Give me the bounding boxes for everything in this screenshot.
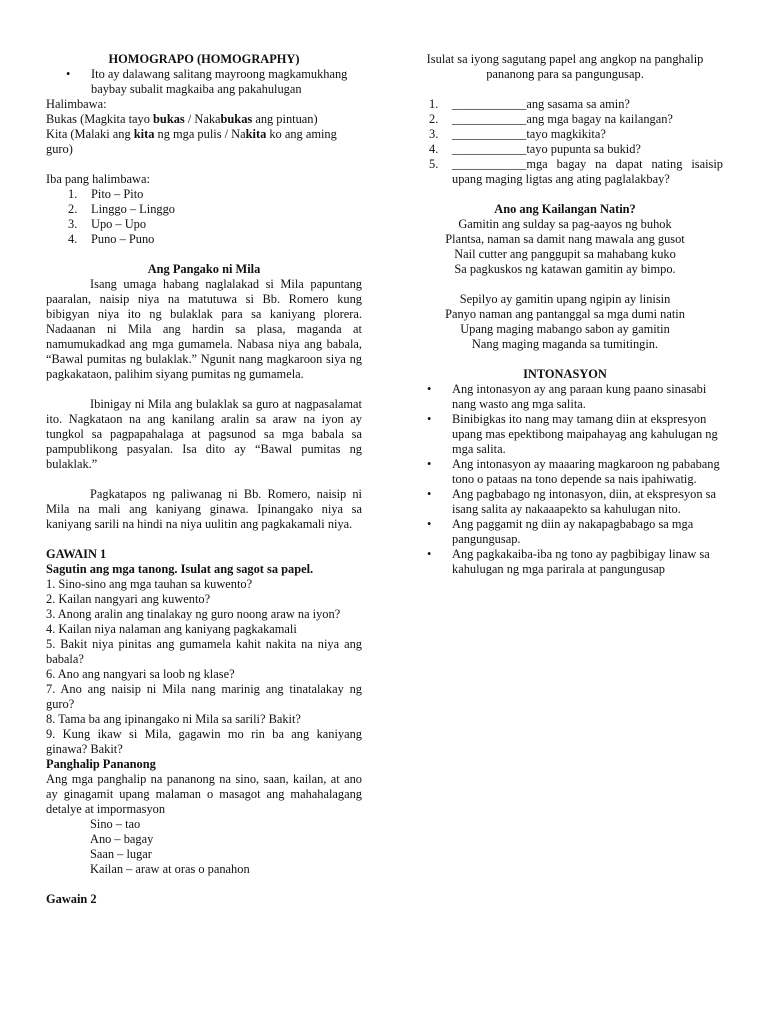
- question-list: [46, 577, 362, 757]
- gawain1-title: GAWAIN 1: [46, 547, 107, 561]
- fill-instruction: Isulat sa iyong sagutang papel ang angkop na panghalip pananong para sa pangungusap.: [426, 52, 704, 81]
- list-item: 4. Puno – Puno: [68, 232, 155, 246]
- poem-line: Sepilyo ay gamitin upang ngipin ay linisin: [459, 292, 671, 306]
- question-item: 4. Kailan niya nalaman ang kaniyang pagkakamali: [46, 622, 297, 636]
- question-item: 1. Sino-sino ang mga tauhan sa kuwento?: [46, 577, 253, 591]
- question-item: 2. Kailan nangyari ang kuwento?: [46, 592, 211, 606]
- question-item: 6. Ano ang nangyari sa loob ng klase?: [46, 667, 235, 681]
- intonasyon-item: • Binibigkas ito nang may tamang diin at ekspresyon upang mas epektibong maipahayag ang kahulugan ng mga salita.: [407, 412, 723, 457]
- iba-label: Iba pang halimbawa:: [46, 172, 150, 186]
- halimbawa-label: Halimbawa:: [46, 97, 107, 111]
- fill-item: 5. ____________mga bagay na dapat nating isaisip upang maging ligtas ang ating paglalakbay?: [429, 157, 723, 186]
- poem-line: Nang maging maganda sa tumitingin.: [471, 337, 659, 351]
- homograpo-title: HOMOGRAPO (HOMOGRAPHY): [108, 52, 300, 66]
- example-kita: Kita (Malaki ang kita ng mga pulis / Nakita ko ang aming guro): [46, 127, 337, 156]
- fill-item: 4. ____________tayo pupunta sa bukid?: [429, 142, 641, 156]
- panghalip-text: Ang mga panghalip na pananong na sino, saan, kailan, at ano ay ginagamit upang malaman o masagot ang mahahalagang detalye at impormasyon: [46, 772, 362, 816]
- intonasyon-item: • Ang pagbabago ng intonasyon, diin, at ekspresyon sa isang salita ay nakaaapekto sa kahulugan nito.: [407, 487, 723, 517]
- list-item: 1. Pito – Pito: [68, 187, 144, 201]
- story-paragraph-2: Ibinigay ni Mila ang bulaklak sa guro at nagpasalamat ito. Nagkataon na ang kanilang aralin sa araw na iyon ay tungkol sa pagpapahalaga at pagsunod sa mga babala sa pampublikong pasyalan. Isa dito ay “Bawal pumitas ng bulaklak.”: [46, 397, 362, 471]
- question-item: 5. Bakit niya pinitas ang gumamela kahit nakita na niya ang babala?: [46, 637, 362, 666]
- intonasyon-list: [407, 382, 723, 577]
- intonasyon-item: • Ang intonasyon ay maaaring magkaroon ng pababang tono o pataas na tono depende sa nais ipahiwatig.: [407, 457, 723, 487]
- question-item: 7. Ano ang naisip ni Mila nang marinig ang tinatalakay ng guro?: [46, 682, 362, 711]
- story-title: Ang Pangako ni Mila: [147, 262, 261, 276]
- example-bukas: Bukas (Magkita tayo bukas / Nakabukas ang pintuan): [46, 112, 318, 126]
- poem-line: Panyo naman ang pantanggal sa mga dumi natin: [445, 307, 685, 321]
- panghalip-title: Panghalip Pananong: [46, 757, 156, 771]
- fill-item: 3. ____________tayo magkikita?: [429, 127, 606, 141]
- fill-list: [407, 97, 723, 187]
- poem-stanza-1: [407, 217, 723, 277]
- list-item: 2. Linggo – Linggo: [68, 202, 175, 216]
- fill-item: 1. ____________ang sasama sa amin?: [429, 97, 630, 111]
- intonasyon-item: • Ang paggamit ng diin ay nakapagbabago sa mga pangungusap.: [407, 517, 723, 547]
- poem-line: Upang maging mabango sabon ay gamitin: [460, 322, 670, 336]
- pronoun-item: Kailan – araw at oras o panahon: [90, 862, 250, 876]
- pronoun-item: Ano – bagay: [90, 832, 154, 846]
- question-item: 9. Kung ikaw si Mila, gagawin mo rin ba ang kaniyang ginawa? Bakit?: [46, 727, 362, 756]
- poem-title: Ano ang Kailangan Natin?: [494, 202, 636, 216]
- left-column: [46, 52, 362, 907]
- poem-line: Sa pagkuskos ng katawan gamitin ay bimpo.: [454, 262, 676, 276]
- poem-stanza-2: [407, 292, 723, 352]
- intonasyon-item: • Ang intonasyon ay ang paraan kung paano sinasabi nang wasto ang mga salita.: [407, 382, 723, 412]
- intonasyon-item: • Ang pagkakaiba-iba ng tono ay pagbibigay linaw sa kahulugan ng mga parirala at pangungusap: [407, 547, 723, 577]
- pronoun-list: [46, 817, 362, 877]
- gawain1-instruction: Sagutin ang mga tanong. Isulat ang sagot sa papel.: [46, 562, 314, 576]
- list-item: 3. Upo – Upo: [68, 217, 147, 231]
- homograpo-definition: • Ito ay dalawang salitang mayroong magkamukhang baybay subalit magkaiba ang pakahulugan: [46, 67, 362, 97]
- intonasyon-title: INTONASYON: [523, 367, 607, 381]
- poem-line: Plantsa, naman sa damit nang mawala ang gusot: [445, 232, 685, 246]
- pronoun-item: Saan – lugar: [90, 847, 152, 861]
- story-paragraph-3: Pagkatapos ng paliwanag ni Bb. Romero, naisip ni Mila na mali ang kaniyang ginawa. Ipinangako niya sa kaniyang sarili na hindi na niya uulitin ang pagkakamali niya.: [46, 487, 362, 531]
- question-item: 8. Tama ba ang ipinangako ni Mila sa sarili? Bakit?: [46, 712, 301, 726]
- iba-list: [46, 187, 362, 247]
- poem-line: Gamitin ang sulday sa pag-aayos ng buhok: [458, 217, 672, 231]
- right-column: [407, 52, 723, 577]
- story-paragraph-1: Isang umaga habang naglalakad si Mila papuntang paaralan, naisip niya na matutuwa si Bb. Romero kung bibigyan niya ito ng bulaklak para sa kaniyang plorera. Nadaanan ni Mila ang hardin sa plasa, maganda at namumukadkad ang mga gumamela. Nabasa niya ang babala, “Bawal pumitas ng bulaklak.” Ngunit nang magkaroon siya ng pagkakataon, palihim siyang pumitas ng gumamela.: [46, 277, 362, 381]
- pronoun-item: Sino – tao: [90, 817, 141, 831]
- gawain2-title: Gawain 2: [46, 892, 97, 906]
- poem-line: Nail cutter ang panggupit sa mahabang kuko: [454, 247, 676, 261]
- question-item: 3. Anong aralin ang tinalakay ng guro noong araw na iyon?: [46, 607, 341, 621]
- fill-item: 2. ____________ang mga bagay na kailangan?: [429, 112, 673, 126]
